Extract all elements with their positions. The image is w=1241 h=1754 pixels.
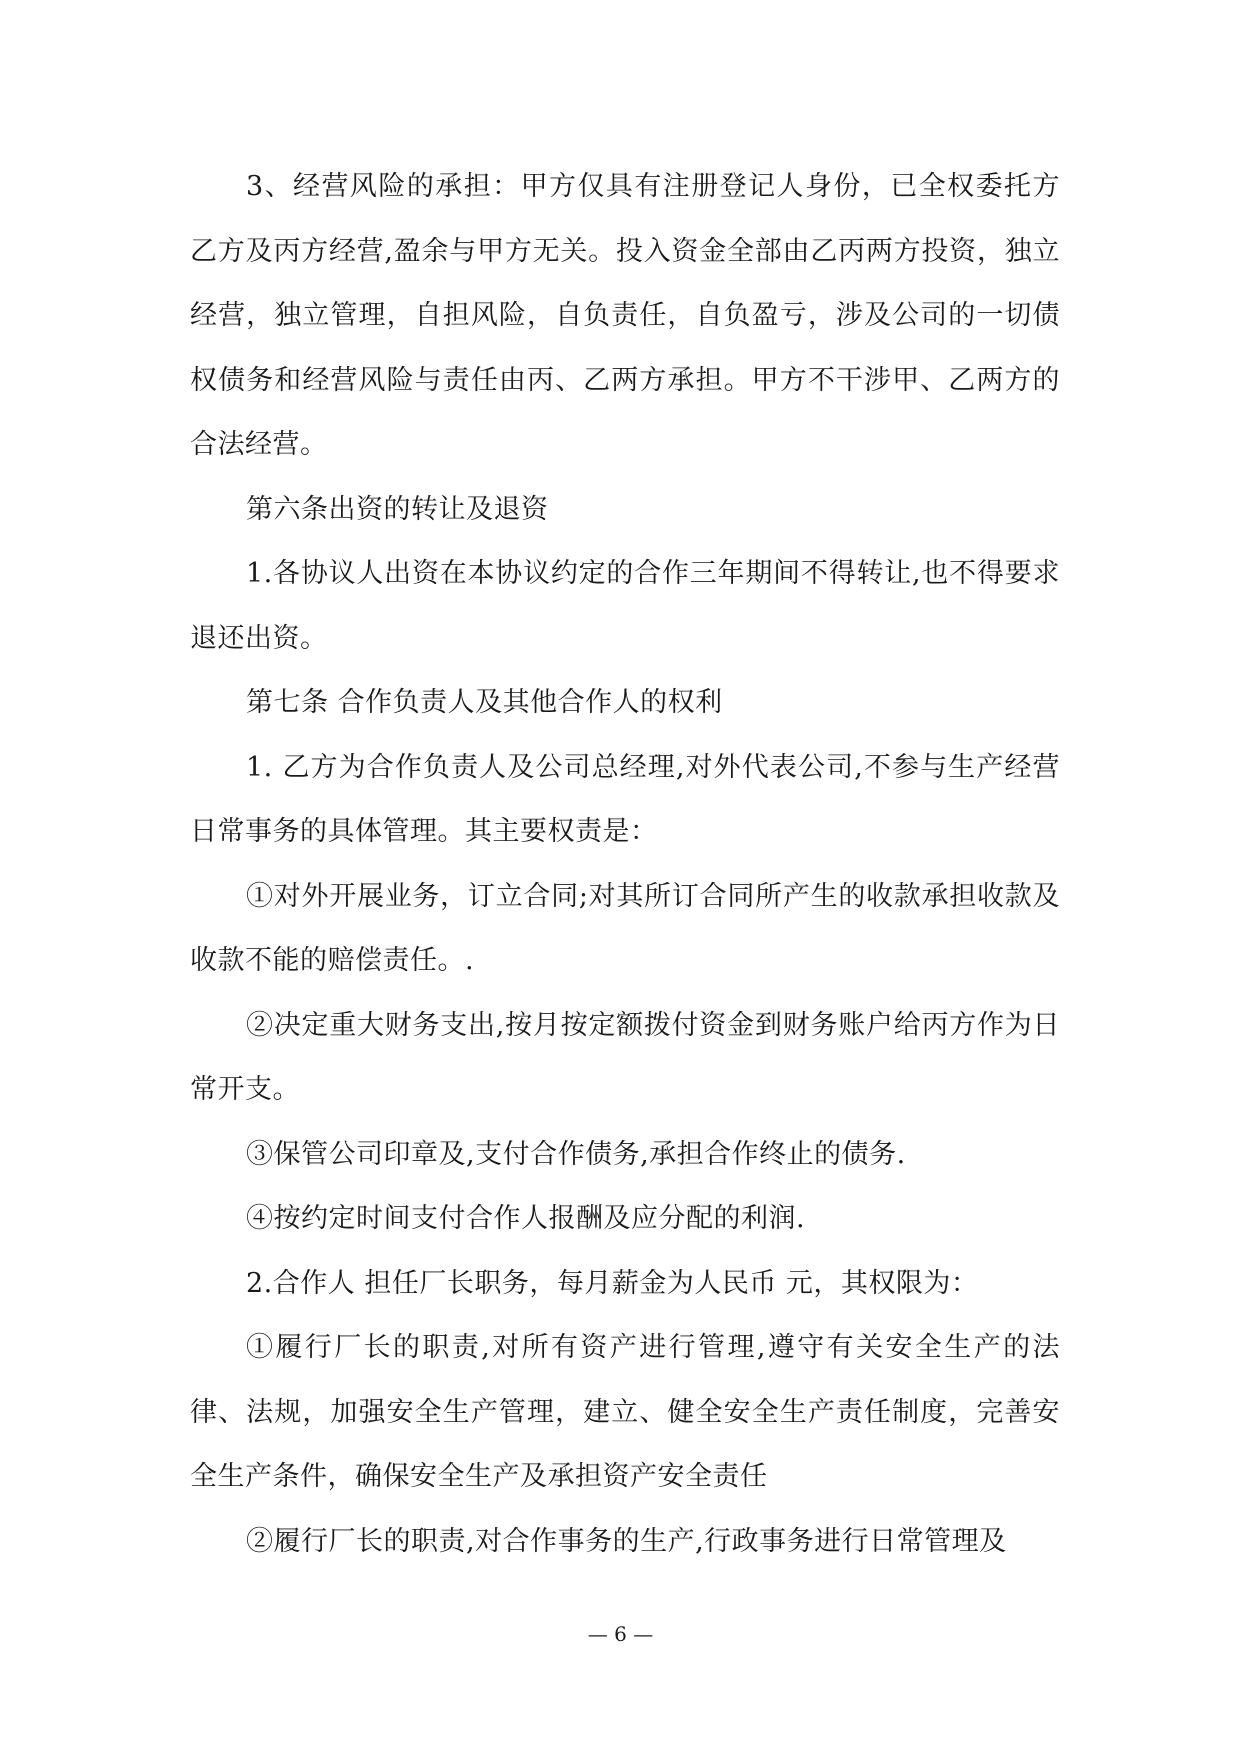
page-number: — 6 — <box>587 1622 654 1646</box>
paragraph-duty-2: ②决定重大财务支出,按月按定额拨付资金到财务账户给丙方作为日常开支。 <box>190 1009 1060 1105</box>
paragraph-risk-bearing: 3、经营风险的承担：甲方仅具有注册登记人身份，已全权委托方乙方及丙方经营,盈余与甲方无关。投入资金全部由乙丙两方投资，独立经营，独立管理，自担风险，自负责任，自负盈亏，涉及公司的一切债权债务和经营风险与责任由丙、乙两方承担。甲方不干涉甲、乙两方的合法经营。 <box>190 171 1060 460</box>
heading-article-7: 第七条 合作负责人及其他合作人的权利 <box>246 687 723 718</box>
paragraph-article-6-item-1: 1.各协议人出资在本协议约定的合作三年期间不得转让,也不得要求退还出资。 <box>190 558 1060 654</box>
paragraph-duty-3: ③保管公司印章及,支付合作债务,承担合作终止的债务. <box>246 1138 906 1170</box>
paragraph-article-7-item-2: 2.合作人 担任厂长职务，每月薪金为人民币 元，其权限为： <box>246 1267 979 1299</box>
paragraph-factory-duty-2: ②履行厂长的职责,对合作事务的生产,行政事务进行日常管理及 <box>246 1525 1007 1557</box>
document-body <box>190 155 1060 1574</box>
paragraph-factory-duty-1: ①履行厂长的职责,对所有资产进行管理,遵守有关安全生产的法律、法规，加强安全生产管理，建立、健全安全生产责任制度，完善安全生产条件，确保安全生产及承担资产安全责任 <box>190 1332 1060 1492</box>
paragraph-duty-1: ①对外开展业务，订立合同;对其所订合同所产生的收款承担收款及收款不能的赔偿责任。. <box>190 880 1060 976</box>
heading-article-6: 第六条出资的转让及退资 <box>246 493 549 525</box>
paragraph-duty-4: ④按约定时间支付合作人报酬及应分配的利润. <box>246 1203 806 1234</box>
paragraph-article-7-item-1: 1. 乙方为合作负责人及公司总经理,对外代表公司,不参与生产经营日常事务的具体管理。其主要权责是： <box>190 751 1060 847</box>
